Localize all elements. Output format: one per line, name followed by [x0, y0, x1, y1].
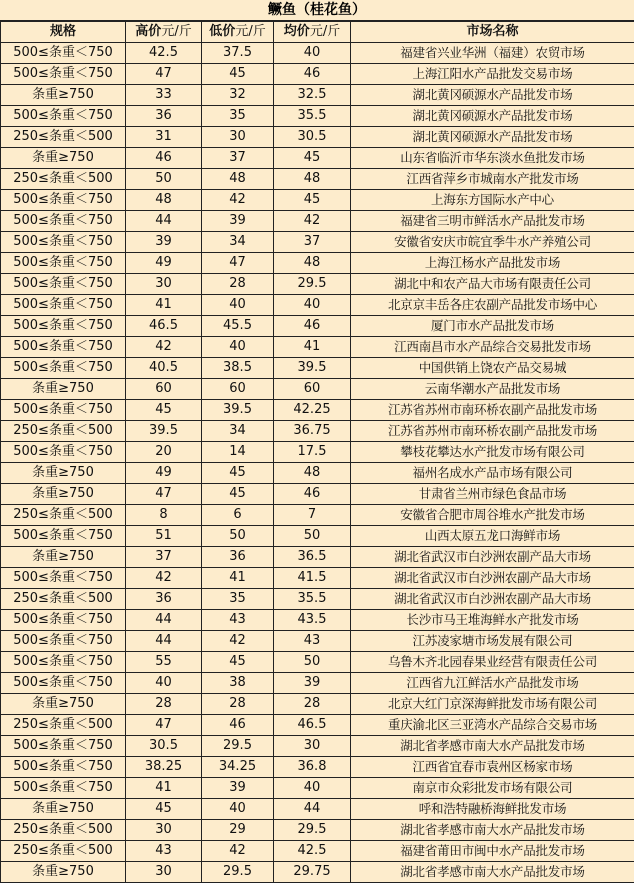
cell-avg: 36.8	[274, 757, 351, 778]
cell-market: 江西省宜春市袁州区杨家市场	[351, 757, 634, 778]
cell-spec: 条重≥750	[1, 148, 126, 169]
cell-avg: 35.5	[274, 589, 351, 610]
table-row	[1, 253, 634, 274]
cell-market: 福建省兴业华洲（福建）农贸市场	[351, 43, 634, 64]
cell-spec: 条重≥750	[1, 463, 126, 484]
cell-market: 上海江阳水产品批发交易市场	[351, 64, 634, 85]
cell-avg: 42.5	[274, 841, 351, 862]
cell-market: 湖北省孝感市南大水产品批发市场	[351, 736, 634, 757]
cell-spec: 500≤条重＜750	[1, 442, 126, 463]
cell-high: 42.5	[126, 43, 202, 64]
cell-market: 安徽省安庆市皖宜季牛水产养殖公司	[351, 232, 634, 253]
cell-high: 47	[126, 715, 202, 736]
cell-spec: 500≤条重＜750	[1, 316, 126, 337]
header-high	[126, 22, 202, 43]
cell-high: 46.5	[126, 316, 202, 337]
cell-spec: 500≤条重＜750	[1, 274, 126, 295]
cell-high: 30	[126, 862, 202, 883]
cell-avg: 29.75	[274, 862, 351, 883]
cell-high: 47	[126, 64, 202, 85]
table-row	[1, 820, 634, 841]
cell-high: 55	[126, 652, 202, 673]
cell-market: 长沙市马王堆海鲜水产批发市场	[351, 610, 634, 631]
table-row	[1, 358, 634, 379]
cell-high: 48	[126, 190, 202, 211]
cell-spec: 500≤条重＜750	[1, 106, 126, 127]
cell-market: 北京京丰岳各庄农副产品批发市场中心	[351, 295, 634, 316]
table-row	[1, 316, 634, 337]
cell-market: 湖北省武汉市白沙洲农副产品大市场	[351, 547, 634, 568]
cell-avg: 35.5	[274, 106, 351, 127]
table-row	[1, 64, 634, 85]
cell-high: 28	[126, 694, 202, 715]
cell-high: 60	[126, 379, 202, 400]
cell-spec: 500≤条重＜750	[1, 190, 126, 211]
cell-market: 重庆渝北区三亚湾水产品综合交易市场	[351, 715, 634, 736]
cell-market: 江苏省苏州市南环桥农副产品批发市场	[351, 421, 634, 442]
cell-low: 42	[202, 631, 274, 652]
table-row	[1, 568, 634, 589]
table-row	[1, 505, 634, 526]
cell-low: 14	[202, 442, 274, 463]
cell-low: 41	[202, 568, 274, 589]
cell-spec: 500≤条重＜750	[1, 400, 126, 421]
table-row	[1, 631, 634, 652]
cell-market: 福州名成水产品市场有限公司	[351, 463, 634, 484]
cell-low: 29.5	[202, 736, 274, 757]
cell-market: 湖北中和农产品大市场有限责任公司	[351, 274, 634, 295]
cell-low: 43	[202, 610, 274, 631]
header-avg-label: 均价	[283, 24, 310, 39]
cell-market: 湖北省孝感市南大水产品批发市场	[351, 820, 634, 841]
cell-market: 湖北省武汉市白沙洲农副产品大市场	[351, 589, 634, 610]
header-low	[202, 22, 274, 43]
cell-low: 34.25	[202, 757, 274, 778]
cell-low: 45	[202, 652, 274, 673]
cell-spec: 250≤条重＜500	[1, 715, 126, 736]
cell-low: 30	[202, 127, 274, 148]
cell-market: 上海江杨水产品批发市场	[351, 253, 634, 274]
cell-high: 46	[126, 148, 202, 169]
cell-avg: 39.5	[274, 358, 351, 379]
table-row	[1, 421, 634, 442]
cell-market: 湖北省孝感市南大水产品批发市场	[351, 862, 634, 883]
cell-low: 39	[202, 778, 274, 799]
table-row	[1, 841, 634, 862]
cell-high: 8	[126, 505, 202, 526]
cell-market: 南京市众彩批发市场有限公司	[351, 778, 634, 799]
cell-high: 30	[126, 820, 202, 841]
cell-avg: 44	[274, 799, 351, 820]
cell-low: 47	[202, 253, 274, 274]
cell-spec: 500≤条重＜750	[1, 652, 126, 673]
cell-spec: 条重≥750	[1, 799, 126, 820]
cell-market: 山东省临沂市华东淡水鱼批发市场	[351, 148, 634, 169]
cell-high: 37	[126, 547, 202, 568]
table-row	[1, 295, 634, 316]
cell-low: 35	[202, 106, 274, 127]
cell-avg: 46.5	[274, 715, 351, 736]
table-row	[1, 190, 634, 211]
cell-high: 41	[126, 778, 202, 799]
table-row	[1, 652, 634, 673]
cell-market: 湖北省武汉市白沙洲农副产品大市场	[351, 568, 634, 589]
cell-market: 呼和浩特融桥海鲜批发市场	[351, 799, 634, 820]
cell-spec: 500≤条重＜750	[1, 568, 126, 589]
table-row	[1, 169, 634, 190]
cell-high: 30	[126, 274, 202, 295]
table-row	[1, 127, 634, 148]
cell-spec: 500≤条重＜750	[1, 253, 126, 274]
table-row	[1, 442, 634, 463]
cell-spec: 500≤条重＜750	[1, 337, 126, 358]
table-row	[1, 757, 634, 778]
cell-avg: 48	[274, 169, 351, 190]
cell-market: 江西南昌市水产品综合交易批发市场	[351, 337, 634, 358]
cell-avg: 50	[274, 652, 351, 673]
cell-low: 50	[202, 526, 274, 547]
cell-high: 31	[126, 127, 202, 148]
cell-avg: 29.5	[274, 820, 351, 841]
table-row	[1, 715, 634, 736]
cell-high: 39.5	[126, 421, 202, 442]
cell-high: 44	[126, 610, 202, 631]
cell-spec: 500≤条重＜750	[1, 64, 126, 85]
table-row	[1, 211, 634, 232]
cell-avg: 48	[274, 253, 351, 274]
table-row	[1, 400, 634, 421]
cell-low: 45	[202, 64, 274, 85]
cell-avg: 37	[274, 232, 351, 253]
table-row	[1, 526, 634, 547]
cell-avg: 43	[274, 631, 351, 652]
table-row	[1, 274, 634, 295]
table-row	[1, 148, 634, 169]
cell-avg: 40	[274, 778, 351, 799]
table-row	[1, 799, 634, 820]
cell-low: 40	[202, 799, 274, 820]
cell-avg: 32.5	[274, 85, 351, 106]
cell-spec: 500≤条重＜750	[1, 358, 126, 379]
cell-spec: 条重≥750	[1, 694, 126, 715]
cell-low: 32	[202, 85, 274, 106]
cell-high: 44	[126, 211, 202, 232]
cell-low: 29	[202, 820, 274, 841]
cell-spec: 500≤条重＜750	[1, 610, 126, 631]
cell-low: 42	[202, 841, 274, 862]
cell-spec: 条重≥750	[1, 379, 126, 400]
cell-avg: 45	[274, 148, 351, 169]
cell-spec: 500≤条重＜750	[1, 631, 126, 652]
table-row	[1, 547, 634, 568]
cell-low: 45	[202, 463, 274, 484]
cell-avg: 41.5	[274, 568, 351, 589]
cell-high: 49	[126, 253, 202, 274]
cell-avg: 50	[274, 526, 351, 547]
cell-low: 34	[202, 421, 274, 442]
cell-low: 45.5	[202, 316, 274, 337]
cell-market: 湖北黄冈硕源水产品批发市场	[351, 127, 634, 148]
cell-avg: 17.5	[274, 442, 351, 463]
cell-spec: 250≤条重＜500	[1, 127, 126, 148]
cell-market: 甘肃省兰州市绿色食品市场	[351, 484, 634, 505]
cell-high: 42	[126, 337, 202, 358]
cell-market: 湖北黄冈硕源水产品批发市场	[351, 106, 634, 127]
cell-avg: 46	[274, 316, 351, 337]
cell-avg: 30	[274, 736, 351, 757]
header-market: 市场名称	[351, 22, 634, 43]
cell-spec: 条重≥750	[1, 862, 126, 883]
cell-avg: 28	[274, 694, 351, 715]
cell-spec: 250≤条重＜500	[1, 841, 126, 862]
cell-spec: 500≤条重＜750	[1, 778, 126, 799]
header-low-label: 低价	[209, 24, 236, 39]
header-high-unit: 元/斤	[161, 24, 192, 39]
cell-market: 北京大红门京深海鲜批发市场有限公司	[351, 694, 634, 715]
cell-avg: 42.25	[274, 400, 351, 421]
cell-market: 中国供销上饶农产品交易城	[351, 358, 634, 379]
table-title: 鳜鱼（桂花鱼）	[0, 0, 634, 21]
cell-low: 28	[202, 274, 274, 295]
cell-high: 33	[126, 85, 202, 106]
table-row	[1, 337, 634, 358]
cell-avg: 48	[274, 463, 351, 484]
cell-high: 45	[126, 799, 202, 820]
table-row	[1, 43, 634, 64]
cell-low: 39.5	[202, 400, 274, 421]
cell-avg: 36.75	[274, 421, 351, 442]
table-row	[1, 85, 634, 106]
table-row	[1, 484, 634, 505]
cell-high: 43	[126, 841, 202, 862]
price-table	[0, 21, 634, 883]
cell-spec: 500≤条重＜750	[1, 295, 126, 316]
cell-low: 60	[202, 379, 274, 400]
cell-high: 50	[126, 169, 202, 190]
cell-avg: 40	[274, 43, 351, 64]
cell-low: 39	[202, 211, 274, 232]
cell-high: 41	[126, 295, 202, 316]
cell-avg: 43.5	[274, 610, 351, 631]
cell-low: 29.5	[202, 862, 274, 883]
cell-market: 江苏省苏州市南环桥农副产品批发市场	[351, 400, 634, 421]
cell-low: 28	[202, 694, 274, 715]
cell-market: 乌鲁木齐北园春果业经营有限责任公司	[351, 652, 634, 673]
cell-market: 上海东方国际水产中心	[351, 190, 634, 211]
cell-market: 安徽省合肥市周谷堆水产批发市场	[351, 505, 634, 526]
cell-market: 云南华潮水产品批发市场	[351, 379, 634, 400]
cell-low: 40	[202, 337, 274, 358]
cell-high: 40	[126, 673, 202, 694]
cell-avg: 60	[274, 379, 351, 400]
cell-spec: 500≤条重＜750	[1, 673, 126, 694]
cell-low: 45	[202, 484, 274, 505]
table-row	[1, 106, 634, 127]
cell-high: 38.25	[126, 757, 202, 778]
cell-spec: 条重≥750	[1, 484, 126, 505]
cell-high: 30.5	[126, 736, 202, 757]
table-row	[1, 736, 634, 757]
cell-market: 江西省九江鲜活水产品批发市场	[351, 673, 634, 694]
cell-low: 34	[202, 232, 274, 253]
cell-spec: 500≤条重＜750	[1, 526, 126, 547]
cell-avg: 36.5	[274, 547, 351, 568]
cell-avg: 30.5	[274, 127, 351, 148]
cell-market: 厦门市水产品批发市场	[351, 316, 634, 337]
cell-high: 47	[126, 484, 202, 505]
cell-high: 36	[126, 106, 202, 127]
cell-avg: 45	[274, 190, 351, 211]
cell-low: 6	[202, 505, 274, 526]
cell-avg: 46	[274, 484, 351, 505]
cell-low: 40	[202, 295, 274, 316]
header-low-unit: 元/斤	[235, 24, 266, 39]
cell-spec: 250≤条重＜500	[1, 589, 126, 610]
cell-high: 20	[126, 442, 202, 463]
table-row	[1, 589, 634, 610]
cell-spec: 500≤条重＜750	[1, 736, 126, 757]
cell-avg: 39	[274, 673, 351, 694]
table-row	[1, 673, 634, 694]
header-high-label: 高价	[135, 24, 162, 39]
cell-high: 45	[126, 400, 202, 421]
cell-market: 攀枝花攀达水产批发市场有限公司	[351, 442, 634, 463]
cell-low: 38.5	[202, 358, 274, 379]
cell-spec: 500≤条重＜750	[1, 211, 126, 232]
cell-avg: 42	[274, 211, 351, 232]
cell-market: 江西省萍乡市城南水产批发市场	[351, 169, 634, 190]
cell-low: 48	[202, 169, 274, 190]
cell-high: 51	[126, 526, 202, 547]
cell-spec: 250≤条重＜500	[1, 421, 126, 442]
cell-low: 42	[202, 190, 274, 211]
cell-avg: 40	[274, 295, 351, 316]
cell-spec: 500≤条重＜750	[1, 757, 126, 778]
cell-low: 46	[202, 715, 274, 736]
header-spec: 规格	[1, 22, 126, 43]
header-avg-unit: 元/斤	[309, 24, 341, 39]
cell-high: 40.5	[126, 358, 202, 379]
cell-market: 福建省三明市鲜活水产品批发市场	[351, 211, 634, 232]
table-row	[1, 862, 634, 883]
cell-high: 42	[126, 568, 202, 589]
cell-avg: 29.5	[274, 274, 351, 295]
table-row	[1, 778, 634, 799]
table-row	[1, 610, 634, 631]
table-row	[1, 232, 634, 253]
cell-high: 49	[126, 463, 202, 484]
cell-high: 44	[126, 631, 202, 652]
cell-high: 36	[126, 589, 202, 610]
cell-low: 38	[202, 673, 274, 694]
header-avg	[274, 22, 351, 43]
table-row	[1, 694, 634, 715]
cell-spec: 条重≥750	[1, 85, 126, 106]
cell-spec: 250≤条重＜500	[1, 169, 126, 190]
cell-spec: 250≤条重＜500	[1, 505, 126, 526]
cell-spec: 500≤条重＜750	[1, 43, 126, 64]
cell-avg: 46	[274, 64, 351, 85]
cell-market: 福建省莆田市闽中水产品批发市场	[351, 841, 634, 862]
cell-avg: 41	[274, 337, 351, 358]
cell-spec: 500≤条重＜750	[1, 232, 126, 253]
cell-high: 39	[126, 232, 202, 253]
cell-low: 37.5	[202, 43, 274, 64]
table-row	[1, 463, 634, 484]
cell-low: 36	[202, 547, 274, 568]
cell-low: 37	[202, 148, 274, 169]
cell-market: 湖北黄冈硕源水产品批发市场	[351, 85, 634, 106]
cell-spec: 250≤条重＜500	[1, 820, 126, 841]
cell-spec: 条重≥750	[1, 547, 126, 568]
table-row	[1, 379, 634, 400]
cell-low: 35	[202, 589, 274, 610]
header-row	[1, 22, 634, 43]
cell-avg: 7	[274, 505, 351, 526]
cell-market: 山西太原五龙口海鲜市场	[351, 526, 634, 547]
cell-market: 江苏凌家塘市场发展有限公司	[351, 631, 634, 652]
